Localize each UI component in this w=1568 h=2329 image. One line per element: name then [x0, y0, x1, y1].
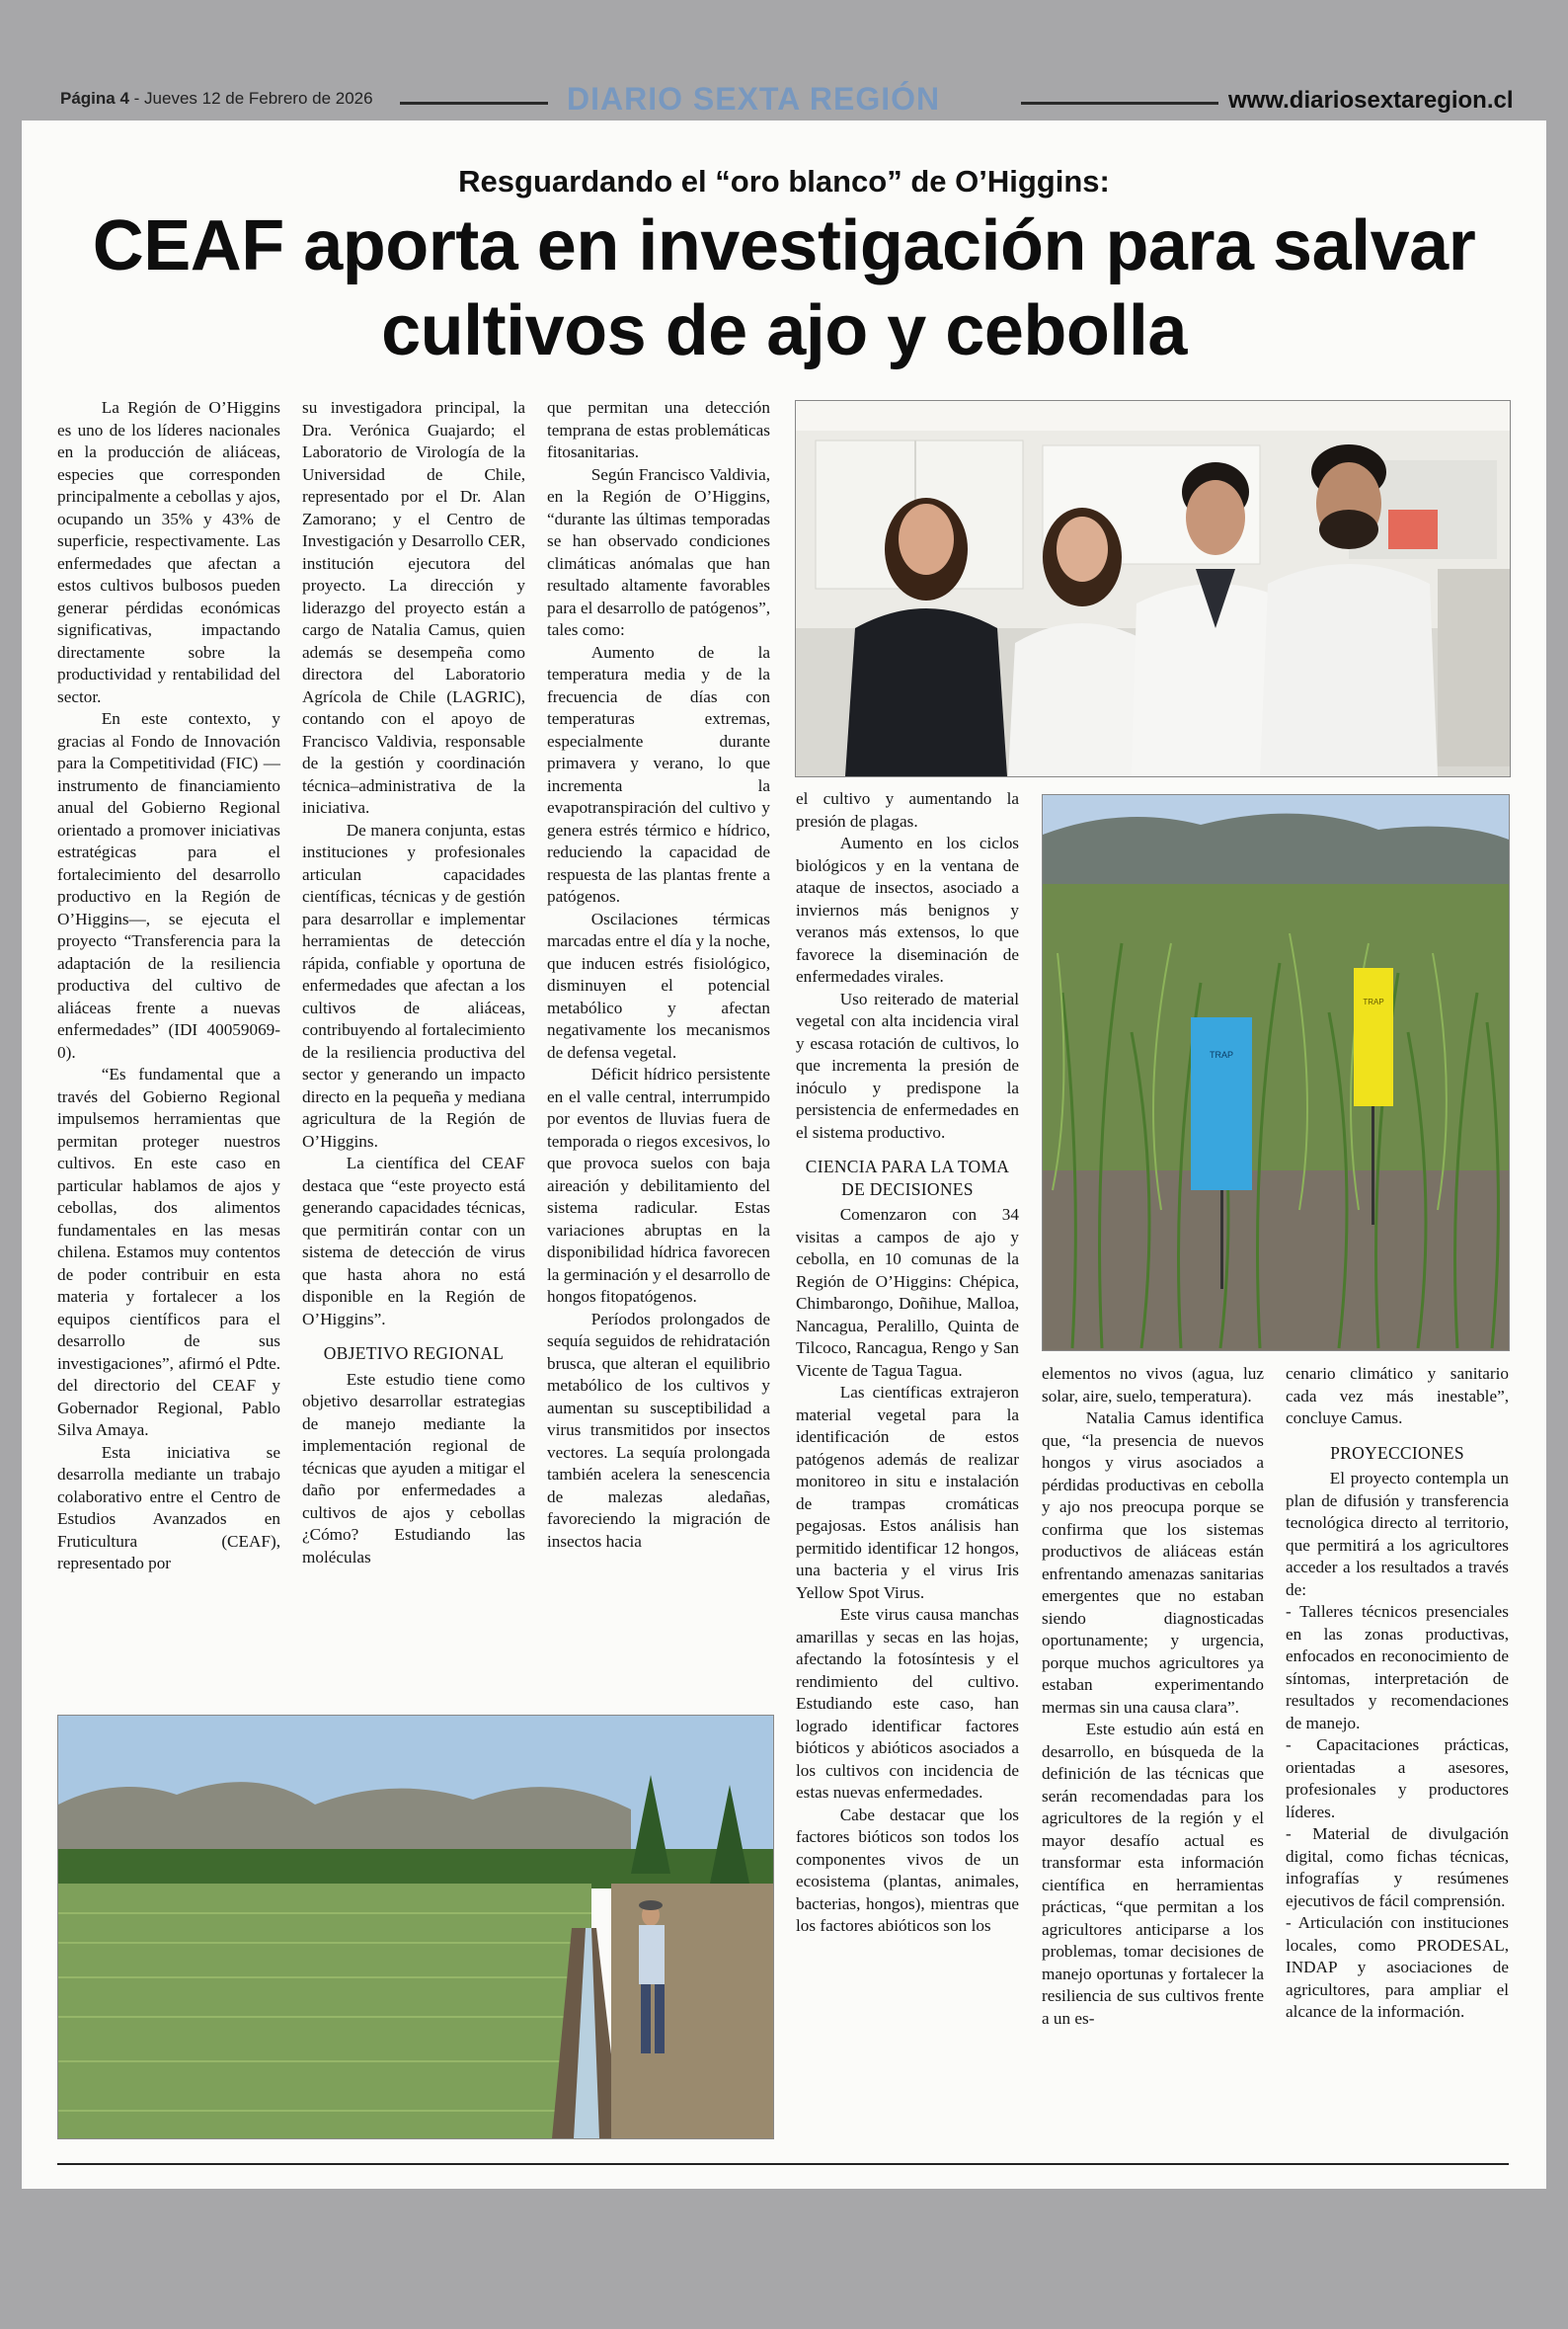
column-5	[1042, 1363, 1264, 2030]
website-url[interactable]: www.diariosextaregion.cl	[1228, 87, 1514, 114]
paragraph: Esta iniciativa se desarrolla mediante un trabajo colaborativo entre el Centro de Estudios Avanzados en Fruticultura (CEAF), representado por	[57, 1442, 280, 1572]
article-kicker: Resguardando el “oro blanco” de O’Higgins:	[458, 164, 1110, 199]
paragraph: que permitan una detección temprana de estas problemáticas fitosanitarias.	[547, 398, 770, 461]
paragraph: Comenzaron con 34 visitas a campos de ajo y cebolla, en 10 comunas de la Región de O’Higgins: Chépica, Chimbarongo, Doñihue, Malloa, Nancagua, Peralillo, Quinta de Tilcoco, Rancagua, Rengo y San Vicente de Tagua Tagua.	[796, 1205, 1019, 1380]
paragraph: Cabe destacar que los factores bióticos son todos los componentes vivos de un ecosistema (plantas, animales, bacterias, hongos), mientras que los factores abióticos son los	[796, 1805, 1019, 1935]
paragraph: De manera conjunta, estas instituciones y profesionales articulan capacidades científicas, técnicas y de gestión para desarrollar e implementar herramientas de detección rápida, confiable y oportuna de enfermedades que afectan a los cultivos de aliáceas, contribuyendo al fortalecimiento de la resiliencia productiva del sector y generando un impacto directo en la pequeña y mediana agricultura de la Región de O’Higgins.	[302, 820, 525, 1151]
masthead-rule-right	[1021, 102, 1218, 105]
paragraph: El proyecto contempla un plan de difusión y transferencia tecnológica directo al territorio, que permitirá a los agricultores acceder a los resultados a través de:	[1286, 1469, 1509, 1599]
onion-field-traps-photo	[1042, 794, 1510, 1351]
paragraph: “Es fundamental que a través del Gobierno Regional impulsemos herramientas que permitan proteger nuestros cultivos. En este caso en particular hablamos de ajos y cebollas, dos alimentos fundamentales en las mesas chilena. Estamos muy contentos de poder contribuir en esta materia y fortalecer a los equipos científicos para el desarrollo de sus investigaciones”, afirmó el Pdte. del directorio del CEAF y Gobernador Regional, Pablo Silva Amaya.	[57, 1065, 280, 1439]
paragraph: La Región de O’Higgins es uno de los líderes nacionales en la producción de aliáceas, especies que corresponden principalmente a cebollas y ajos, ocupando un 35% y 43% de superficie, respectivamente. Las enfermedades que afectan a estos cultivos bulbosos pueden generar pérdidas económicas significativas, impactando directamente sobre la productividad y rentabilidad del sector.	[57, 398, 280, 706]
list-item: - Articulación con instituciones locales, como PRODESAL, INDAP y asociaciones de agricultores, para ampliar el alcance de la información.	[1286, 1913, 1509, 2021]
column-6	[1286, 1363, 1509, 2024]
list-item: - Talleres técnicos presenciales en las zonas productivas, enfocados en reconocimiento de síntomas, interpretación de resultados y recomendaciones de manejo.	[1286, 1602, 1509, 1732]
paragraph: Según Francisco Valdivia, en la Región de O’Higgins, “durante las últimas temporadas se han observado condiciones climáticas anómalas que han resultado altamente favorables para el desarrollo de patógenos”, tales como:	[547, 464, 770, 639]
column-2	[302, 397, 525, 1568]
column-3	[547, 397, 770, 1553]
list-item: - Material de divulgación digital, como fichas técnicas, infografías y resúmenes ejecutivos de fácil comprensión.	[1286, 1824, 1509, 1910]
paragraph: Uso reiterado de material vegetal con alta incidencia viral y escasa rotación de cultivos, lo que incrementa la presión de inóculo y predispone la persistencia de enfermedades en el sistema productivo.	[796, 989, 1019, 1142]
column-4	[796, 788, 1019, 1938]
paragraph: Natalia Camus identifica que, “la presencia de nuevos hongos y virus asociados a pérdidas productivas en cebolla y ajo nos preocupa porque se confirma que los sistemas productivos de aliáceas están enfrentando amenazas sanitarias emergentes que no estaban siendo diagnosticadas oportunamente; y urgencia, porque muchos agricultores ya estaban experimentando mermas sin una causa clara”.	[1042, 1408, 1264, 1717]
paragraph: Déficit hídrico persistente en el valle central, interrumpido por eventos de lluvias fuera de temporada o riegos excesivos, lo que provoca suelos con baja aireación y debilitamiento del sistema radicular. Estas variaciones abruptas en la disponibilidad hídrica favorecen la germinación y el desarrollo de hongos fitopatógenos.	[547, 1065, 770, 1306]
paragraph: cenario climático y sanitario cada vez más inestable”, concluye Camus.	[1286, 1364, 1509, 1427]
subhead-objetivo-regional: OBJETIVO REGIONAL	[323, 1343, 505, 1363]
page-bottom-rule	[57, 2163, 1509, 2165]
subhead-proyecciones: PROYECCIONES	[1330, 1442, 1464, 1463]
page-label: Página 4	[60, 89, 129, 108]
paragraph: su investigadora principal, la Dra. Verónica Guajardo; el Laboratorio de Virología de la Universidad de Chile, representado por el Dr. Alan Zamorano; y el Centro de Investigación y Desarrollo CER, institución ejecutora del proyecto. La dirección y liderazgo del proyecto están a cargo de Natalia Camus, quien además se desempeña como directora del Laboratorio Agrícola de Chile (LAGRIC), contando con el apoyo de Francisco Valdivia, responsable de la gestión y coordinación técnica–administrativa de la iniciativa.	[302, 398, 525, 817]
newspaper-name: DIARIO SEXTA REGIÓN	[567, 81, 941, 117]
issue-date: - Jueves 12 de Febrero de 2026	[133, 89, 373, 108]
article-headline: CEAF aporta en investigación para salvar cultivos de ajo y cebolla	[92, 206, 1476, 370]
paragraph: Este virus causa manchas amarillas y secas en las hojas, afectando la fotosíntesis y el rendimiento del cultivo. Estudiando este caso, han logrado identificar factores bióticos y abióticos asociados a los cultivos con incidencia de estas nuevas enfermedades.	[796, 1605, 1019, 1802]
paragraph: elementos no vivos (agua, luz solar, aire, suelo, temperatura).	[1042, 1364, 1264, 1405]
blue-trap-label: TRAP	[1209, 1050, 1234, 1060]
masthead-rule-left	[400, 102, 548, 105]
paragraph: el cultivo y aumentando la presión de plagas.	[796, 789, 1019, 831]
bullet-list	[1286, 1601, 1509, 2024]
paragraph: Períodos prolongados de sequía seguidos de rehidratación brusca, que alteran el equilibrio metabólico de los cultivos y aumentan su susceptibilidad a virus transmitidos por insectos vectores. La sequía prolongada también acelera la senescencia de malezas aledañas, favoreciendo la migración de insectos hacia	[547, 1309, 770, 1551]
paragraph: Las científicas extrajeron material vegetal para la identificación de estos patógenos además de realizar monitoreo in situ e instalación de trampas cromáticas pegajosas. Estos análisis han permitido identificar 12 hongos, una bacteria y el virus Iris Yellow Spot Virus.	[796, 1383, 1019, 1602]
paragraph: En este contexto, y gracias al Fondo de Innovación para la Competitividad (FIC) —instrumento de financiamiento anual del Gobierno Regional orientado a promover iniciativas estratégicas para el fortalecimiento del desarrollo productivo en la Región de O’Higgins—, se ejecuta el proyecto “Transferencia para la adaptación de la resiliencia productiva del cultivo de aliáceas frente a nuevas enfermedades” (IDI 40059069-0).	[57, 709, 280, 1062]
paragraph: Este estudio tiene como objetivo desarrollar estrategias de manejo mediante la implementación regional de técnicas que ayuden a mitigar el daño por enfermedades a cultivos de ajos y cebollas ¿Cómo? Estudiando las moléculas	[302, 1369, 525, 1566]
column-1	[57, 397, 280, 1575]
field-traps-illustration	[1043, 795, 1509, 1350]
paragraph: La científica del CEAF destaca que “este proyecto está generando capacidades técnicas, que permitirán contar con un sistema de detección de virus que hasta ahora no está disponible en la Región de O’Higgins”.	[302, 1154, 525, 1328]
field-farmer-illustration	[58, 1716, 773, 2138]
yellow-trap-label: TRAP	[1363, 998, 1384, 1006]
paragraph: Aumento en los ciclos biológicos y en la ventana de ataque de insectos, asociado a inviernos más benignos y veranos más extensos, lo que favorece la diseminación de enfermedades virales.	[796, 834, 1019, 986]
subhead-ciencia-decisiones: CIENCIA PARA LA TOMA DE DECISIONES	[805, 1157, 1010, 1199]
list-item: - Capacitaciones prácticas, orientadas a asesores, profesionales y productores líderes.	[1286, 1735, 1509, 1821]
paragraph: Aumento de la temperatura media y de la frecuencia de días con temperaturas extremas, especialmente durante primavera y verano, lo que incrementa la evapotranspiración del cultivo y genera estrés térmico e hídrico, reduciendo la capacidad de respuesta de las plantas frente a patógenos.	[547, 642, 770, 906]
paragraph: Oscilaciones térmicas marcadas entre el día y la noche, que inducen estrés fisiológico, disminuyen el potencial metabólico y afectan negativamente los mecanismos de defensa vegetal.	[547, 909, 770, 1062]
team-photo	[795, 400, 1511, 777]
team-illustration	[796, 401, 1510, 776]
paragraph: Este estudio aún está en desarrollo, en búsqueda de la definición de las técnicas que serán recomendadas para los agricultores de la región y el mayor desafío actual es transformar esta información científica en herramientas prácticas, “que permitan a los agricultores anticiparse a los problemas, tomar decisiones de manejo oportunas y fortalecer la resiliencia de sus cultivos frente a un es-	[1042, 1720, 1264, 2028]
page-date-line	[60, 89, 373, 109]
field-farmer-photo	[57, 1715, 774, 2139]
